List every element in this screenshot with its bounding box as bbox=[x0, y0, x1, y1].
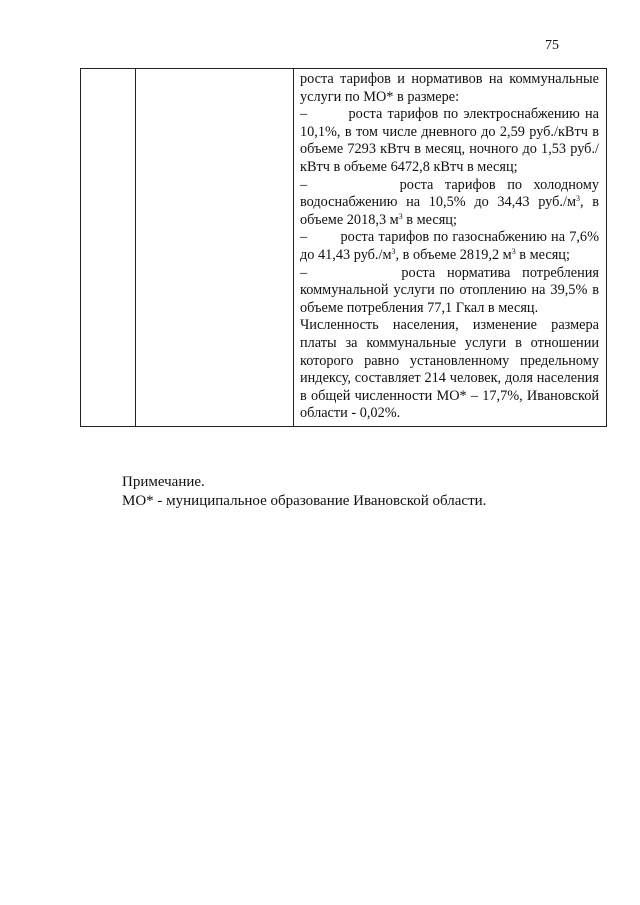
text-segment: , в объеме 2819,2 м bbox=[395, 246, 512, 263]
paragraph-electricity: – роста тарифов по электроснабжению на 10,1%, в том числе дневного до 2,59 руб./кВтч в объеме 7293 кВтч в месяц, ночного до 1,53 руб./кВтч в объеме 6472,8 кВтч в месяц; bbox=[300, 106, 599, 175]
superscript: 3 bbox=[391, 246, 396, 256]
table-cell-empty-2 bbox=[136, 69, 294, 427]
paragraph-cold-water bbox=[300, 177, 599, 230]
paragraph-heating: – роста норматива потребления коммунальной услуги по отоплению на 39,5% в объеме потребления 77,1 Гкал в месяц. bbox=[300, 264, 599, 316]
table-row bbox=[81, 69, 607, 427]
text-segment: в месяц; bbox=[402, 211, 457, 228]
superscript: 3 bbox=[511, 246, 516, 256]
note-text: МО* - муниципальное образование Ивановской области. bbox=[122, 493, 487, 509]
superscript: 3 bbox=[576, 194, 581, 204]
text-segment: , в объеме 2018,3 м bbox=[300, 194, 599, 228]
paragraph-population: Численность населения, изменение размера платы за коммунальные услуги в отношении которого равно установленному предельному индексу, составляет 214 человек, доля населения в общей численности МО* – 17,7%, Ивановской области - 0,02%. bbox=[300, 317, 599, 422]
paragraph-intro: роста тарифов и нормативов на коммунальные услуги по МО* в размере: bbox=[300, 71, 599, 105]
page-number: 75 bbox=[545, 38, 559, 53]
table-cell-content bbox=[294, 69, 607, 427]
table-cell-empty-1 bbox=[81, 69, 136, 427]
text-segment: – роста тарифов по холодному водоснабжению на 10,5% до 34,43 руб./м bbox=[300, 176, 599, 211]
paragraph-gas bbox=[300, 229, 599, 264]
superscript: 3 bbox=[398, 211, 403, 221]
note-title: Примечание. bbox=[122, 474, 205, 490]
text-segment: – роста тарифов по газоснабжению на 7,6% до 41,43 руб./м bbox=[300, 229, 599, 263]
data-table bbox=[80, 68, 607, 427]
text-segment: в месяц; bbox=[515, 246, 570, 263]
